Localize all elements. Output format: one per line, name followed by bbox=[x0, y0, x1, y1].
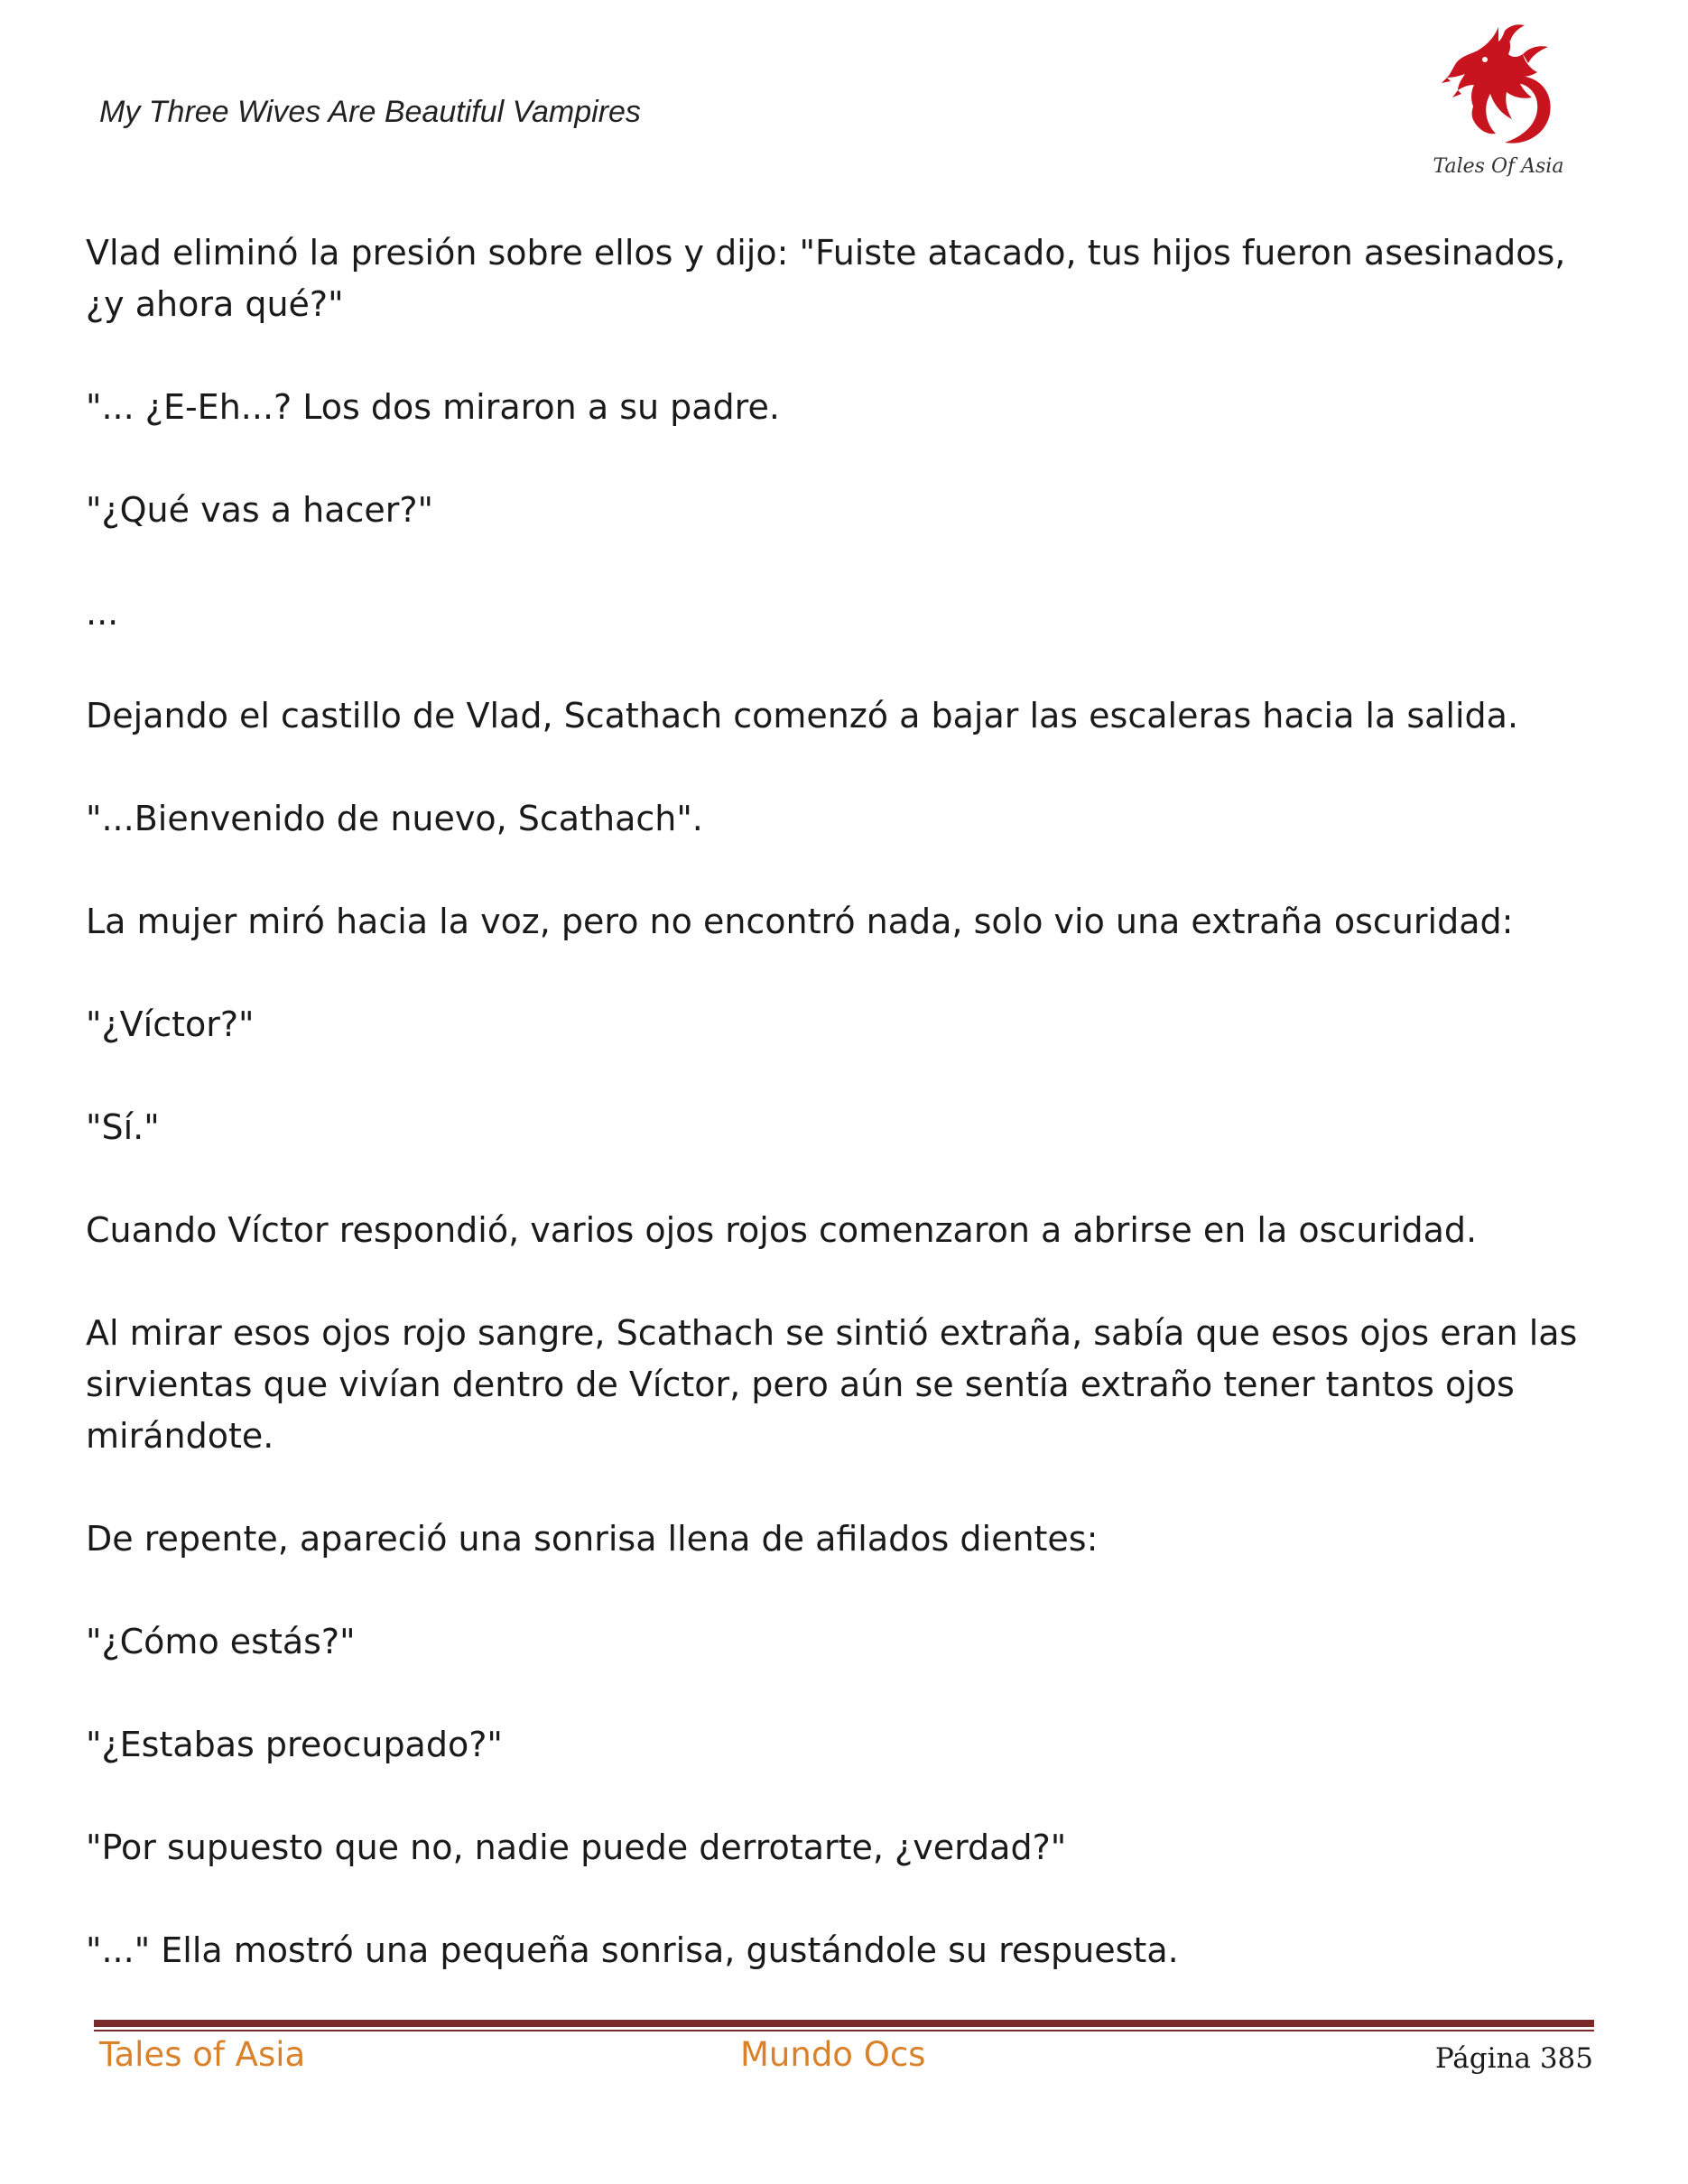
paragraph: De repente, apareció una sonrisa llena de afilados dientes: bbox=[86, 1519, 1099, 1559]
paragraph: Cuando Víctor respondió, varios ojos rojos comenzaron a abrirse en la oscuridad. bbox=[86, 1210, 1478, 1250]
paragraph: "¿Qué vas a hacer?" bbox=[86, 490, 434, 530]
paragraph: "..." Ella mostró una pequeña sonrisa, gustándole su respuesta. bbox=[86, 1930, 1179, 1970]
paragraph: "... ¿E-Eh...? Los dos miraron a su padre. bbox=[86, 387, 780, 427]
paragraph: ... bbox=[86, 593, 119, 633]
paragraph: La mujer miró hacia la voz, pero no encontró nada, solo vio una extraña oscuridad: bbox=[86, 902, 1514, 941]
paragraph: Dejando el castillo de Vlad, Scathach comenzó a bajar las escaleras hacia la salida. bbox=[86, 696, 1519, 736]
footer-left-text: Tales of Asia bbox=[99, 2035, 306, 2074]
paragraph: "Sí." bbox=[86, 1107, 160, 1147]
paragraph: Al mirar esos ojos rojo sangre, Scathach se sintió extraña, sabía que esos ojos eran las sirvientas que vivían dentro de Víctor, pero aún se sentía extraño tener tantos ojos mirándote. bbox=[86, 1313, 1578, 1456]
paragraph: "¿Estabas preocupado?" bbox=[86, 1725, 503, 1764]
paragraph: "¿Cómo estás?" bbox=[86, 1622, 356, 1661]
tales-of-asia-logo bbox=[1431, 20, 1566, 182]
footer-divider-thin bbox=[94, 2030, 1594, 2031]
document-header-title: My Three Wives Are Beautiful Vampires bbox=[99, 95, 641, 129]
footer-center-text: Mundo Ocs bbox=[740, 2035, 926, 2074]
logo-text: Tales Of Asia bbox=[1433, 155, 1564, 178]
paragraph: Vlad eliminó la presión sobre ellos y dijo: "Fuiste atacado, tus hijos fueron asesinados, ¿y ahora qué?" bbox=[86, 233, 1566, 324]
paragraph: "¿Víctor?" bbox=[86, 1004, 255, 1044]
paragraph: "Por supuesto que no, nadie puede derrotarte, ¿verdad?" bbox=[86, 1828, 1067, 1867]
paragraph: "...Bienvenido de nuevo, Scathach". bbox=[86, 799, 703, 838]
footer-divider-thick bbox=[94, 2020, 1594, 2027]
red-dragon-icon bbox=[1431, 20, 1566, 155]
footer-divider bbox=[94, 2020, 1594, 2032]
document-body bbox=[86, 227, 1611, 2028]
page-number: Página 385 bbox=[1434, 2042, 1593, 2075]
